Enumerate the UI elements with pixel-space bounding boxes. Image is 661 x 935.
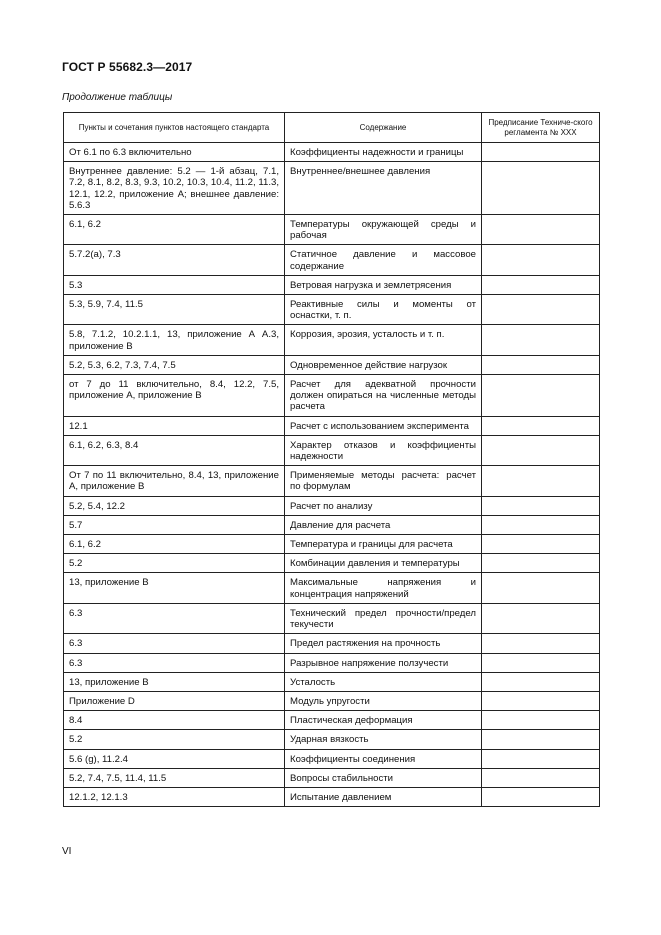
cell-clauses: 5.2, 5.3, 6.2, 7.3, 7.4, 7.5 [64, 355, 285, 374]
table-row [64, 375, 600, 417]
cell-prescription [482, 730, 600, 749]
cell-clauses: 6.3 [64, 603, 285, 633]
cell-content: Характер отказов и коэффициенты надежности [285, 435, 482, 465]
cell-content: Расчет для адекватной прочности должен опираться на численные методы расчета [285, 375, 482, 417]
table-row [64, 749, 600, 768]
column-header-prescription: Предписание Техниче-ского регламента № XXX [482, 113, 600, 143]
cell-clauses: 12.1.2, 12.1.3 [64, 787, 285, 806]
cell-clauses: 6.3 [64, 653, 285, 672]
table-row [64, 245, 600, 275]
cell-prescription [482, 325, 600, 355]
cell-prescription [482, 435, 600, 465]
cell-clauses: 13, приложение В [64, 573, 285, 603]
table-continuation-label: Продолжение таблицы [62, 92, 173, 103]
table-row [64, 535, 600, 554]
table-row [64, 355, 600, 374]
cell-content: Разрывное напряжение ползучести [285, 653, 482, 672]
cell-prescription [482, 535, 600, 554]
cell-clauses: 5.8, 7.1.2, 10.2.1.1, 13, приложение А А.3, приложение В [64, 325, 285, 355]
cell-content: Ударная вязкость [285, 730, 482, 749]
cell-content: Расчет по анализу [285, 496, 482, 515]
page-number: VI [62, 846, 72, 857]
cell-clauses: 6.1, 6.2 [64, 535, 285, 554]
table-header-row [64, 113, 600, 143]
table-row [64, 496, 600, 515]
table-row [64, 515, 600, 534]
cell-content: Пластическая деформация [285, 711, 482, 730]
table-row [64, 711, 600, 730]
cell-prescription [482, 275, 600, 294]
table-row [64, 143, 600, 162]
table-row [64, 466, 600, 496]
cell-content: Одновременное действие нагрузок [285, 355, 482, 374]
cell-clauses: 5.2 [64, 730, 285, 749]
table-row [64, 768, 600, 787]
column-header-content: Содержание [285, 113, 482, 143]
cell-content: Коэффициенты надежности и границы [285, 143, 482, 162]
cell-prescription [482, 691, 600, 710]
cell-prescription [482, 355, 600, 374]
table-row [64, 554, 600, 573]
cell-prescription [482, 143, 600, 162]
cell-clauses: 5.6 (g), 11.2.4 [64, 749, 285, 768]
cell-content: Статичное давление и массовое содержание [285, 245, 482, 275]
cell-content: Комбинации давления и температуры [285, 554, 482, 573]
cell-clauses: 6.3 [64, 634, 285, 653]
cell-prescription [482, 375, 600, 417]
cell-clauses: 5.2 [64, 554, 285, 573]
cell-clauses: 5.2, 5.4, 12.2 [64, 496, 285, 515]
cell-prescription [482, 653, 600, 672]
cell-prescription [482, 573, 600, 603]
table-row [64, 787, 600, 806]
cell-content: Коррозия, эрозия, усталость и т. п. [285, 325, 482, 355]
table-row [64, 730, 600, 749]
cell-prescription [482, 672, 600, 691]
cell-content: Давление для расчета [285, 515, 482, 534]
cell-prescription [482, 496, 600, 515]
table-row [64, 162, 600, 215]
table-row [64, 672, 600, 691]
cell-content: Технический предел прочности/предел текучести [285, 603, 482, 633]
table-row [64, 691, 600, 710]
cell-content: Ветровая нагрузка и землетрясения [285, 275, 482, 294]
cell-content: Применяемые методы расчета: расчет по формулам [285, 466, 482, 496]
cell-prescription [482, 634, 600, 653]
cell-prescription [482, 603, 600, 633]
cell-prescription [482, 245, 600, 275]
table-row [64, 653, 600, 672]
table-row [64, 215, 600, 245]
cell-prescription [482, 554, 600, 573]
document-code: ГОСТ Р 55682.3—2017 [62, 60, 193, 74]
cell-clauses: От 6.1 по 6.3 включительно [64, 143, 285, 162]
cell-prescription [482, 787, 600, 806]
table-row [64, 603, 600, 633]
cell-clauses: 8.4 [64, 711, 285, 730]
cell-prescription [482, 162, 600, 215]
requirements-table [63, 112, 600, 807]
cell-content: Испытание давлением [285, 787, 482, 806]
table-row [64, 634, 600, 653]
cell-clauses: от 7 до 11 включительно, 8.4, 12.2, 7.5, приложение А, приложение В [64, 375, 285, 417]
table-row [64, 435, 600, 465]
cell-prescription [482, 768, 600, 787]
cell-prescription [482, 749, 600, 768]
cell-clauses: 5.7 [64, 515, 285, 534]
table-body [64, 143, 600, 807]
cell-content: Коэффициенты соединения [285, 749, 482, 768]
table-row [64, 573, 600, 603]
cell-content: Максимальные напряжения и концентрация напряжений [285, 573, 482, 603]
cell-clauses: Внутреннее давление: 5.2 — 1-й абзац, 7.1, 7.2, 8.1, 8.2, 8.3, 9.3, 10.2, 10.3, 10.4, 11.2, 11.3, 12.1, 12.2, приложение A; внешнее давление: 5.6.3 [64, 162, 285, 215]
cell-content: Внутреннее/внешнее давления [285, 162, 482, 215]
cell-prescription [482, 416, 600, 435]
cell-clauses: 5.3, 5.9, 7.4, 11.5 [64, 295, 285, 325]
table-row [64, 295, 600, 325]
cell-clauses: 6.1, 6.2, 6.3, 8.4 [64, 435, 285, 465]
cell-content: Усталость [285, 672, 482, 691]
table-row [64, 275, 600, 294]
cell-clauses: От 7 по 11 включительно, 8.4, 13, приложение А, приложение В [64, 466, 285, 496]
cell-content: Предел растяжения на прочность [285, 634, 482, 653]
cell-prescription [482, 215, 600, 245]
cell-clauses: Приложение D [64, 691, 285, 710]
cell-prescription [482, 515, 600, 534]
cell-content: Модуль упругости [285, 691, 482, 710]
table-row [64, 325, 600, 355]
table-row [64, 416, 600, 435]
cell-content: Вопросы стабильности [285, 768, 482, 787]
cell-content: Реактивные силы и моменты от оснастки, т. п. [285, 295, 482, 325]
cell-prescription [482, 711, 600, 730]
cell-clauses: 5.7.2(а), 7.3 [64, 245, 285, 275]
column-header-clauses: Пункты и сочетания пунктов настоящего стандарта [64, 113, 285, 143]
cell-prescription [482, 466, 600, 496]
cell-clauses: 6.1, 6.2 [64, 215, 285, 245]
cell-content: Температуры окружающей среды и рабочая [285, 215, 482, 245]
cell-prescription [482, 295, 600, 325]
cell-clauses: 13, приложение В [64, 672, 285, 691]
cell-clauses: 5.3 [64, 275, 285, 294]
cell-clauses: 12.1 [64, 416, 285, 435]
cell-clauses: 5.2, 7.4, 7.5, 11.4, 11.5 [64, 768, 285, 787]
cell-content: Расчет с использованием эксперимента [285, 416, 482, 435]
cell-content: Температура и границы для расчета [285, 535, 482, 554]
